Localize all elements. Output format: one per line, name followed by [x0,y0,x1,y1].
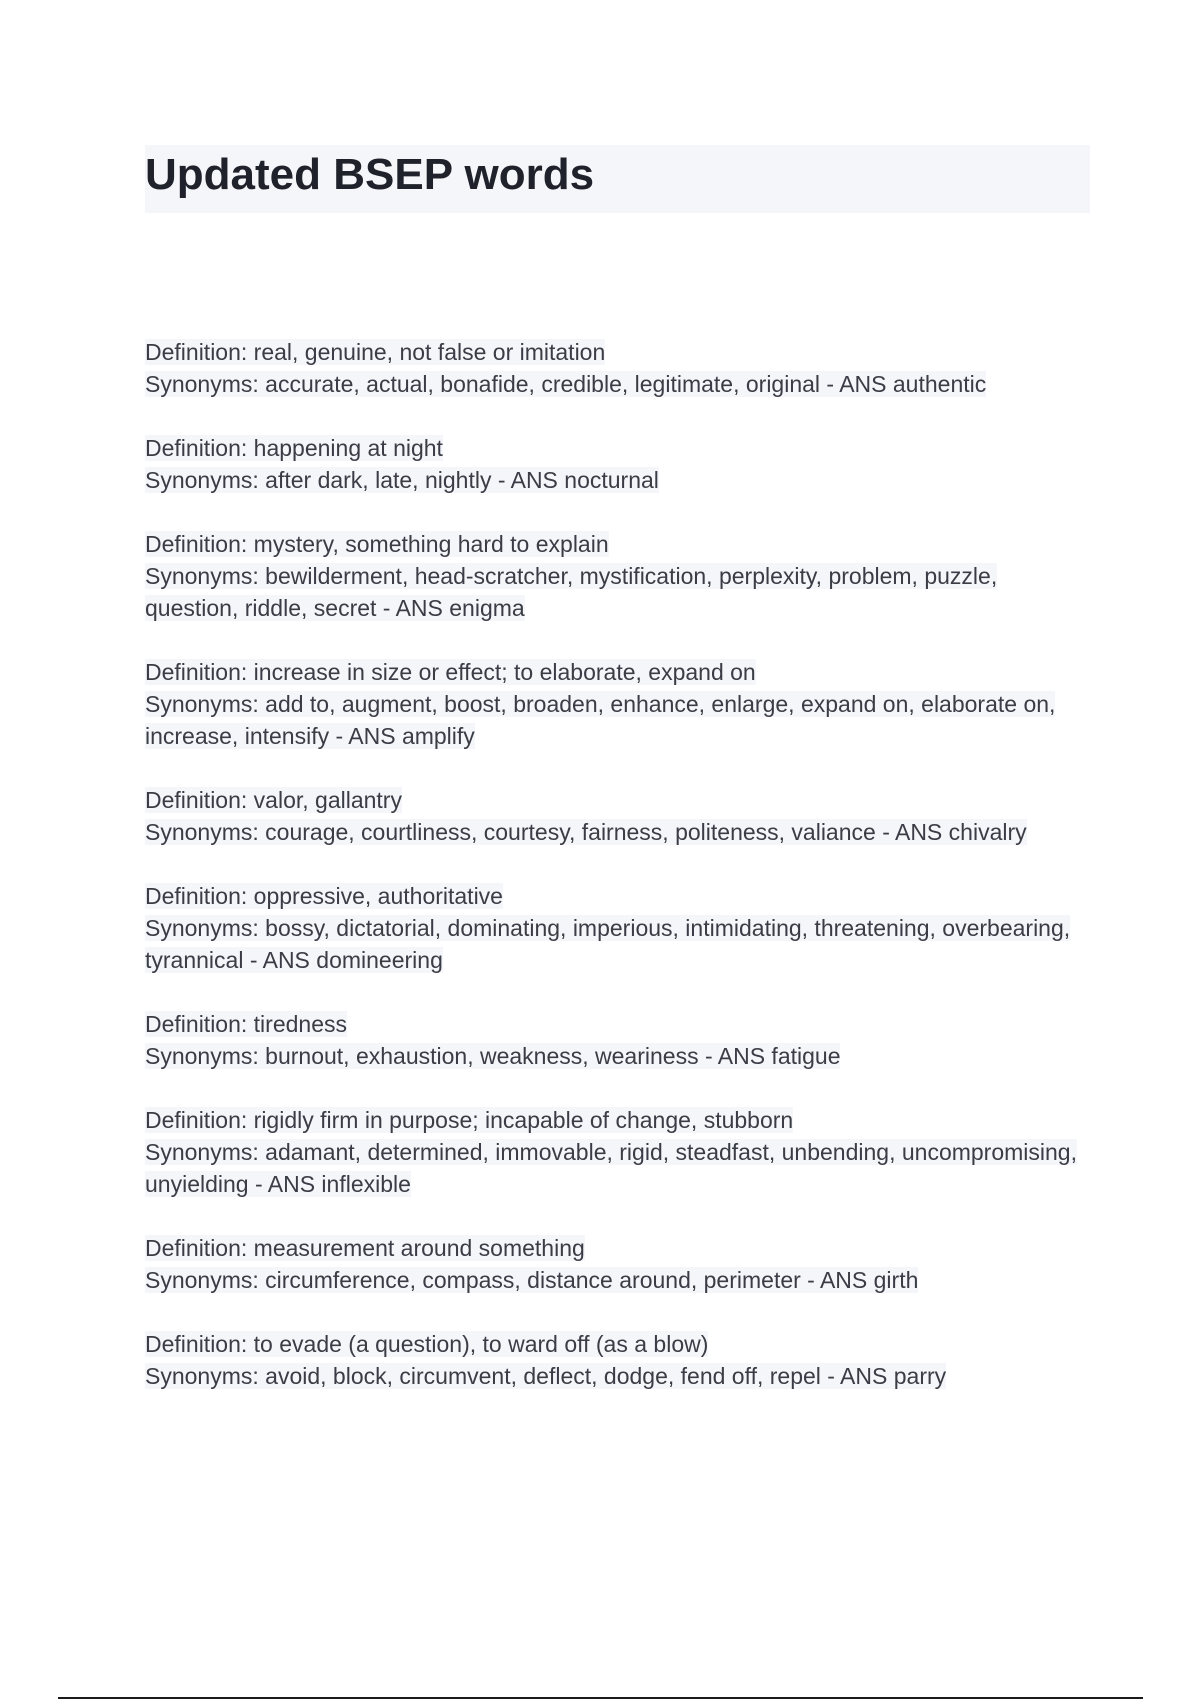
title-block [145,145,1090,213]
entry-definition: Definition: to evade (a question), to ward off (as a blow) [145,1331,709,1357]
entry-definition: Definition: mystery, something hard to explain [145,531,609,557]
entry-synonyms: Synonyms: add to, augment, boost, broaden, enhance, enlarge, expand on, elaborate on, increase, intensify - ANS amplify [145,691,1056,749]
entry-synonyms: Synonyms: avoid, block, circumvent, deflect, dodge, fend off, repel - ANS parry [145,1363,947,1389]
list-item [145,336,1095,400]
list-item [145,1328,1095,1392]
entry-synonyms: Synonyms: accurate, actual, bonafide, credible, legitimate, original - ANS authentic [145,371,987,397]
entry-definition: Definition: increase in size or effect; to elaborate, expand on [145,659,756,685]
entry-definition: Definition: tiredness [145,1011,347,1037]
entry-definition: Definition: happening at night [145,435,443,461]
entry-synonyms: Synonyms: bossy, dictatorial, dominating, imperious, intimidating, threatening, overbearing, tyrannical - ANS domineering [145,915,1071,973]
entry-synonyms: Synonyms: courage, courtliness, courtesy, fairness, politeness, valiance - ANS chivalry [145,819,1027,845]
page-title: Updated BSEP words [145,150,595,199]
page-bottom-rule [58,1697,1143,1699]
entry-definition: Definition: oppressive, authoritative [145,883,503,909]
entry-synonyms: Synonyms: burnout, exhaustion, weakness, weariness - ANS fatigue [145,1043,841,1069]
list-item [145,656,1095,752]
list-item [145,880,1095,976]
entry-synonyms: Synonyms: bewilderment, head-scratcher, mystification, perplexity, problem, puzzle, question, riddle, secret - ANS enigma [145,563,998,621]
list-item [145,1008,1095,1072]
entry-definition: Definition: real, genuine, not false or imitation [145,339,606,365]
list-item [145,784,1095,848]
list-item [145,432,1095,496]
entry-synonyms: Synonyms: after dark, late, nightly - ANS nocturnal [145,467,659,493]
entry-definition: Definition: measurement around something [145,1235,585,1261]
list-item [145,528,1095,624]
list-item [145,1104,1095,1200]
entry-definition: Definition: valor, gallantry [145,787,402,813]
entry-definition: Definition: rigidly firm in purpose; incapable of change, stubborn [145,1107,794,1133]
entries-list [145,336,1095,1424]
entry-synonyms: Synonyms: adamant, determined, immovable, rigid, steadfast, unbending, uncompromising, unyielding - ANS inflexible [145,1139,1077,1197]
entry-synonyms: Synonyms: circumference, compass, distance around, perimeter - ANS girth [145,1267,919,1293]
list-item [145,1232,1095,1296]
